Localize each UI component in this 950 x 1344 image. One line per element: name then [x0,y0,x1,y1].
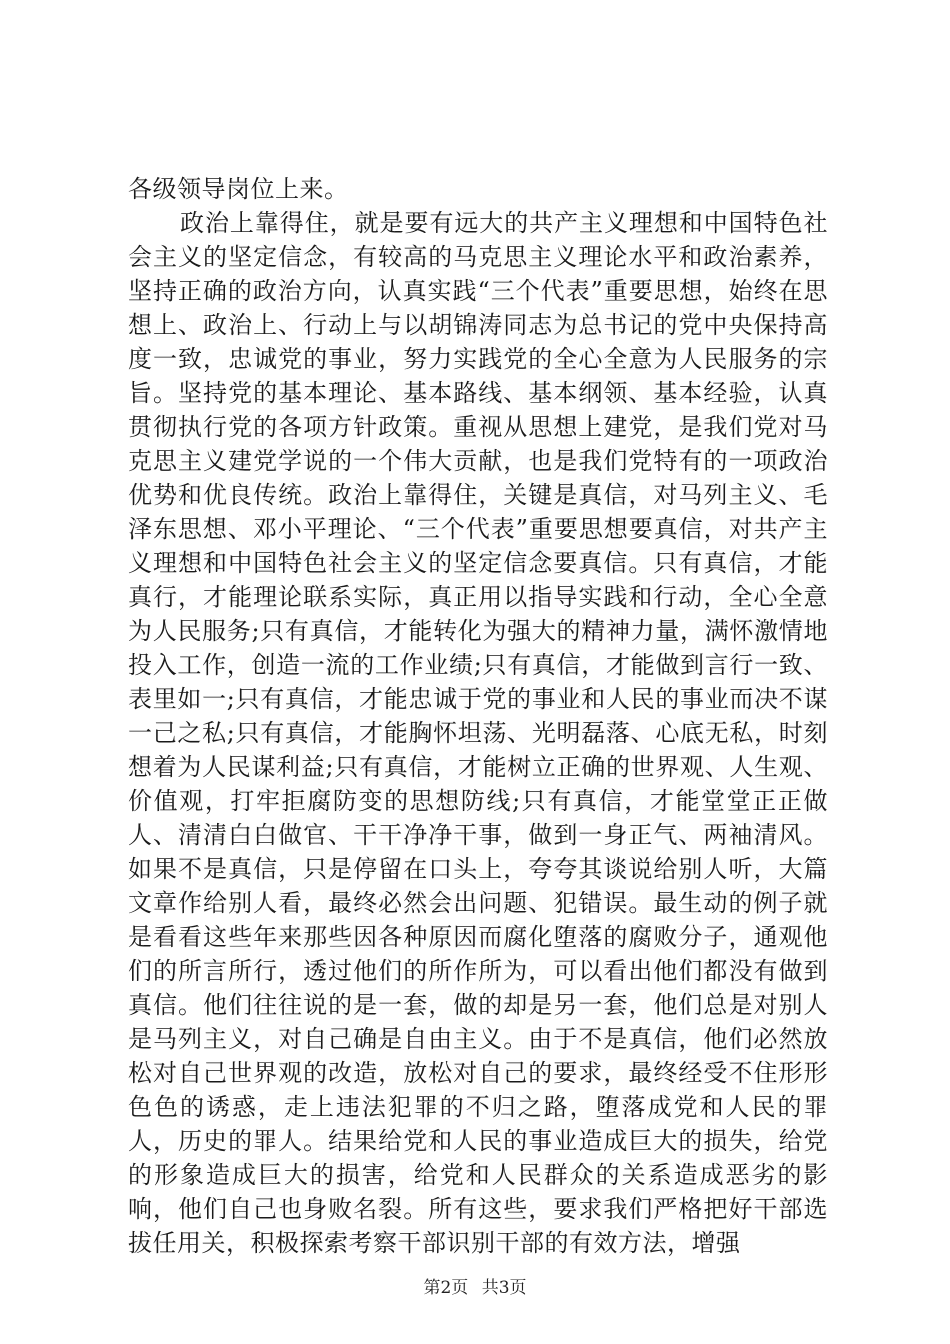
page-footer [0,1277,950,1299]
page-number: 第2页 [423,1278,469,1298]
document-body [128,172,828,1260]
paragraph-political-reliability: 政治上靠得住，就是要有远大的共产主义理想和中国特色社会主义的坚定信念，有较高的马克思主义理论水平和政治素养，坚持正确的政治方向，认真实践“三个代表”重要思想，始终在思想上、政治上、行动上与以胡锦涛同志为总书记的党中央保持高度一致，忠诚党的事业，努力实践党的全心全意为人民服务的宗旨。坚持党的基本理论、基本路线、基本纲领、基本经验，认真贯彻执行党的各项方针政策。重视从思想上建党，是我们党对马克思主义建党学说的一个伟大贡献，也是我们党特有的一项政治优势和优良传统。政治上靠得住，关键是真信，对马列主义、毛泽东思想、邓小平理论、“三个代表”重要思想要真信，对共产主义理想和中国特色社会主义的坚定信念要真信。只有真信，才能真行，才能理论联系实际，真正用以指导实践和行动，全心全意为人民服务;只有真信，才能转化为强大的精神力量，满怀激情地投入工作，创造一流的工作业绩;只有真信，才能做到言行一致、表里如一;只有真信，才能忠诚于党的事业和人民的事业而决不谋一己之私;只有真信，才能胸怀坦荡、光明磊落、心底无私，时刻想着为人民谋利益;只有真信，才能树立正确的世界观、人生观、价值观，打牢拒腐防变的思想防线;只有真信，才能堂堂正正做人、清清白白做官、干干净净干事，做到一身正气、两袖清风。如果不是真信，只是停留在口头上，夸夸其谈说给别人听，大篇文章作给别人看，最终必然会出问题、犯错误。最生动的例子就是看看这些年来那些因各种原因而腐化堕落的腐败分子，通观他们的所言所行，透过他们的所作所为，可以看出他们都没有做到真信。他们往往说的是一套，做的却是另一套，他们总是对别人是马列主义，对自己确是自由主义。由于不是真信，他们必然放松对自己世界观的改造，放松对自己的要求，最终经受不住形形色色的诱惑，走上违法犯罪的不归之路，堕落成党和人民的罪人，历史的罪人。结果给党和人民的事业造成巨大的损失，给党的形象造成巨大的损害，给党和人民群众的关系造成恶劣的影响，他们自己也身败名裂。所有这些，要求我们严格把好干部选拔任用关，积极探索考察干部识别干部的有效方法，增强 [128,209,828,1257]
paragraph-continuation: 各级领导岗位上来。 [128,175,349,203]
page-total: 共3页 [481,1278,527,1298]
